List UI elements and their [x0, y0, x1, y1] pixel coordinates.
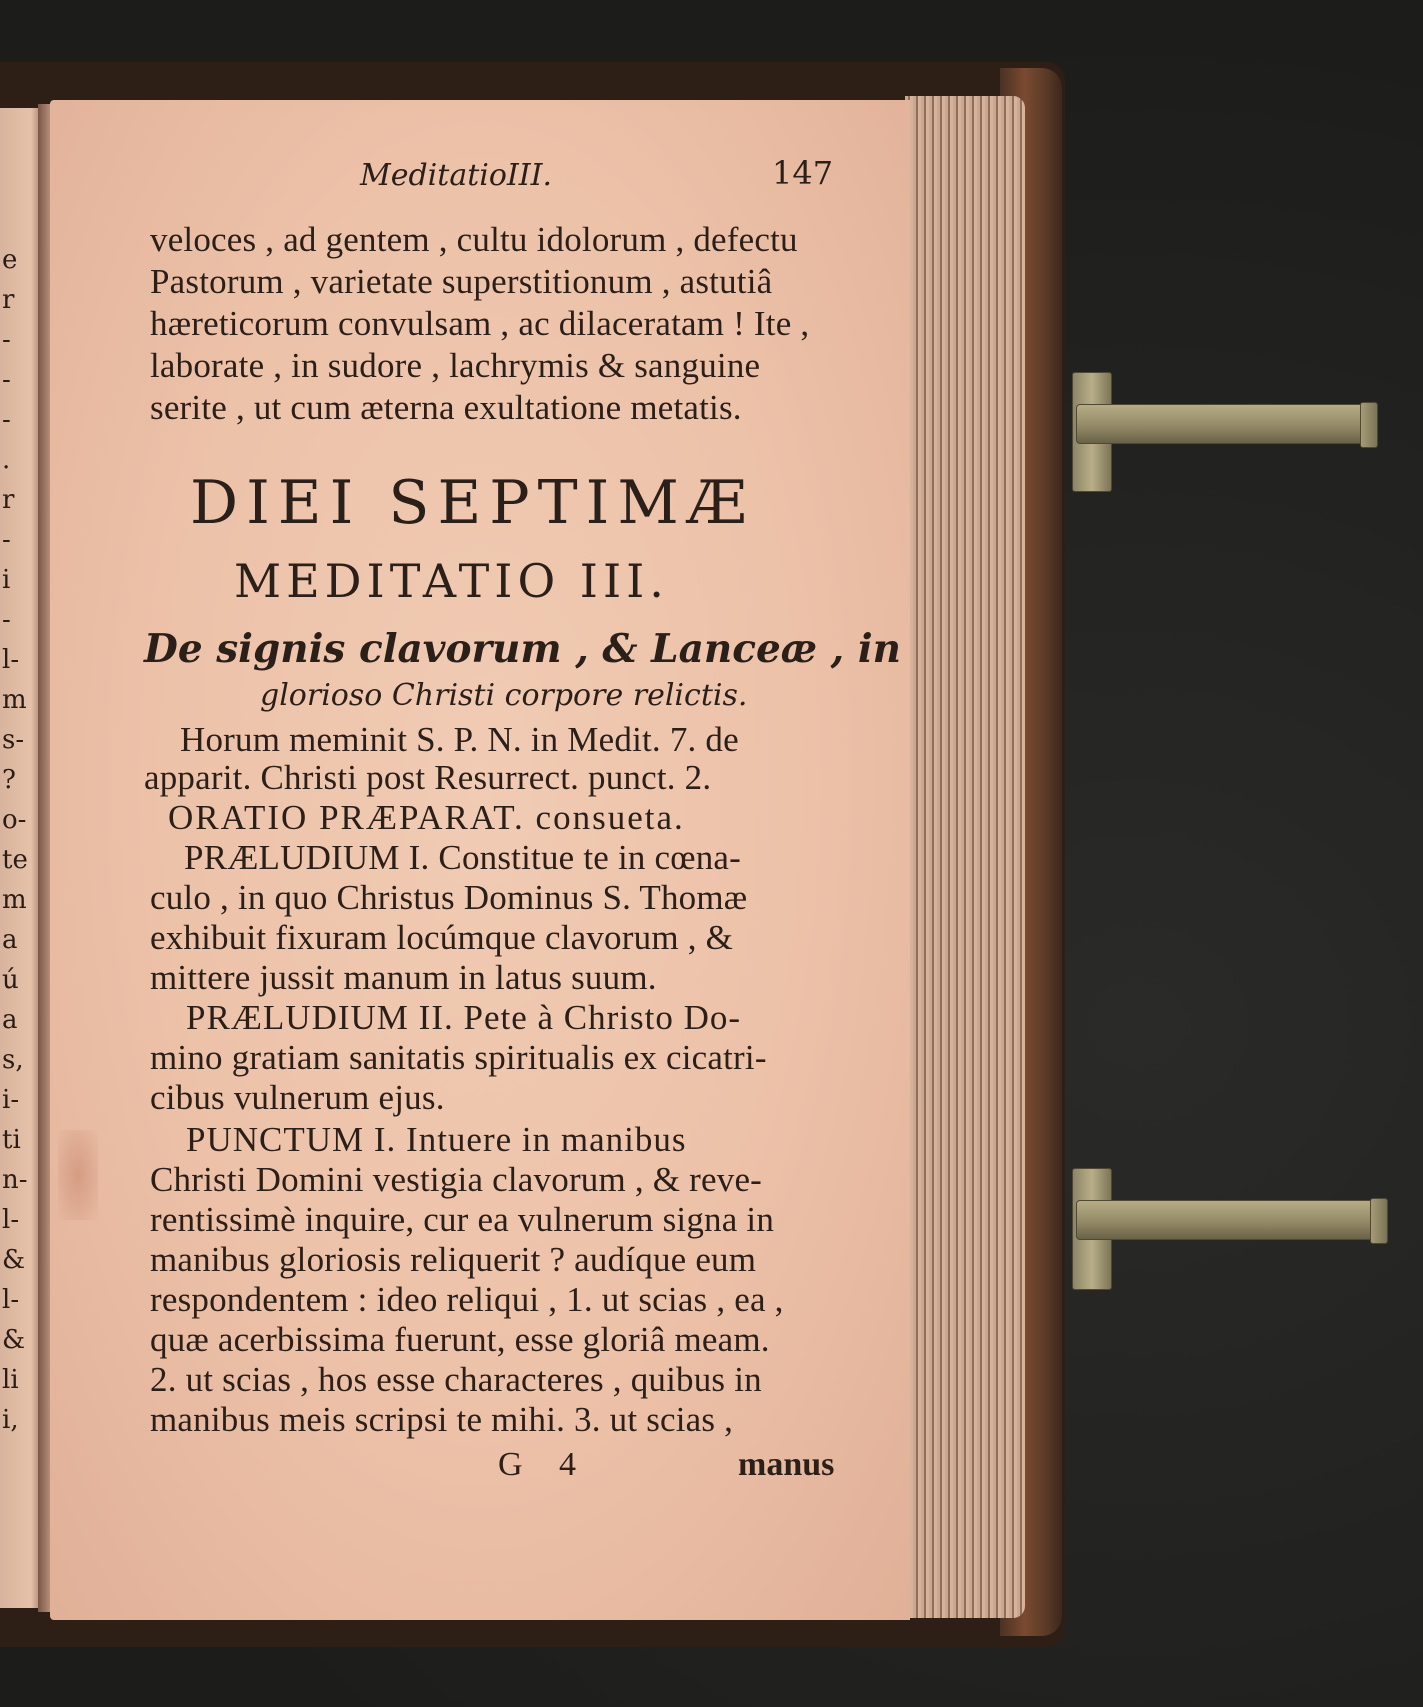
text-line: ORATIO PRÆPARAT. consueta.: [168, 798, 685, 837]
text-line: rentissimè inquire, cur ea vulnerum signa in: [150, 1200, 775, 1239]
left-margin-char: i,: [2, 1405, 19, 1435]
left-margin-char: li: [2, 1365, 19, 1395]
text-line: manibus gloriosis reliquerit ? audíque eum: [150, 1240, 757, 1279]
text-line: Pastorum , varietate superstitionum , astutiâ: [150, 262, 773, 301]
text-line: exhibuit fixuram locúmque clavorum , &: [150, 918, 734, 957]
left-margin-char: l-: [2, 1205, 20, 1235]
text-line: Christi Domini vestigia clavorum , & reve-: [150, 1160, 763, 1199]
folio-number: 147: [772, 154, 834, 192]
left-margin-char: l-: [2, 645, 20, 675]
left-margin-char: s,: [2, 1045, 24, 1075]
left-margin-char: -: [2, 525, 11, 555]
left-margin-char: n-: [2, 1165, 28, 1195]
left-margin-char: m: [2, 685, 27, 715]
text-line: serite , ut cum æterna exultatione metatis.: [150, 388, 742, 427]
left-margin-char: -: [2, 365, 11, 395]
text-line: PRÆLUDIUM I. Constitue te in cœna-: [184, 838, 742, 877]
text-line: culo , in quo Christus Dominus S. Thomæ: [150, 878, 748, 917]
left-margin-char: e: [2, 245, 18, 275]
text-line: apparit. Christi post Resurrect. punct. 2.: [144, 758, 712, 797]
left-margin-char: i: [2, 565, 11, 595]
left-margin-char: .: [2, 445, 11, 475]
heading-diei-septimae: DIEI SEPTIMÆ: [190, 468, 755, 538]
left-margin-char: r: [2, 485, 15, 515]
left-margin-char: l-: [2, 1285, 20, 1315]
left-margin-char: r: [2, 285, 15, 315]
text-line: PRÆLUDIUM II. Pete à Christo Do-: [186, 998, 742, 1037]
text-line: cibus vulnerum ejus.: [150, 1078, 445, 1117]
text-line: respondentem : ideo reliqui , 1. ut scias , ea ,: [150, 1280, 784, 1319]
text-line: 2. ut scias , hos esse characteres , quibus in: [150, 1360, 762, 1399]
left-margin-char: te: [2, 845, 28, 875]
left-margin-char: i-: [2, 1085, 20, 1115]
left-margin-char: -: [2, 325, 11, 355]
left-margin-char: a: [2, 925, 18, 955]
left-margin-char: &: [2, 1325, 26, 1355]
left-margin-char: a: [2, 1005, 18, 1035]
text-line: mino gratiam sanitatis spiritualis ex cicatri-: [150, 1038, 767, 1077]
text-line: PUNCTUM I. Intuere in manibus: [186, 1120, 687, 1159]
text-line: manibus meis scripsi te mihi. 3. ut scias ,: [150, 1400, 734, 1439]
subtitle-line-2: glorioso Christi corpore relictis.: [260, 678, 748, 713]
left-margin-char: &: [2, 1245, 26, 1275]
left-page-margin-text: [2, 240, 32, 1440]
text-line: hæreticorum convulsam , ac dilaceratam ! Ite ,: [150, 304, 810, 343]
text-line: Horum meminit S. P. N. in Medit. 7. de: [180, 720, 739, 759]
left-margin-char: ?: [2, 765, 16, 795]
text-line: mittere jussit manum in latus suum.: [150, 958, 657, 997]
running-head: MeditatioIII.: [360, 158, 553, 193]
catchword: manus: [738, 1446, 835, 1483]
left-margin-char: -: [2, 405, 11, 435]
text-line: veloces , ad gentem , cultu idolorum , defectu: [150, 220, 798, 259]
right-page: [50, 100, 910, 1620]
signature-mark: G 4: [498, 1446, 591, 1483]
left-margin-char: s-: [2, 725, 25, 755]
left-margin-char: ú: [2, 965, 19, 995]
page-fore-edge: [905, 96, 1025, 1618]
text-line: quæ acerbissima fuerunt, esse gloriâ meam.: [150, 1320, 770, 1359]
left-margin-char: m: [2, 885, 27, 915]
left-margin-char: ti: [2, 1125, 21, 1155]
left-margin-char: o-: [2, 805, 27, 835]
page-stain: [58, 1130, 98, 1220]
heading-meditatio: MEDITATIO III.: [234, 554, 669, 608]
text-line: laborate , in sudore , lachrymis & sanguine: [150, 346, 761, 385]
left-margin-char: -: [2, 605, 11, 635]
subtitle-line-1: De signis clavorum , & Lanceæ , in: [144, 626, 901, 672]
